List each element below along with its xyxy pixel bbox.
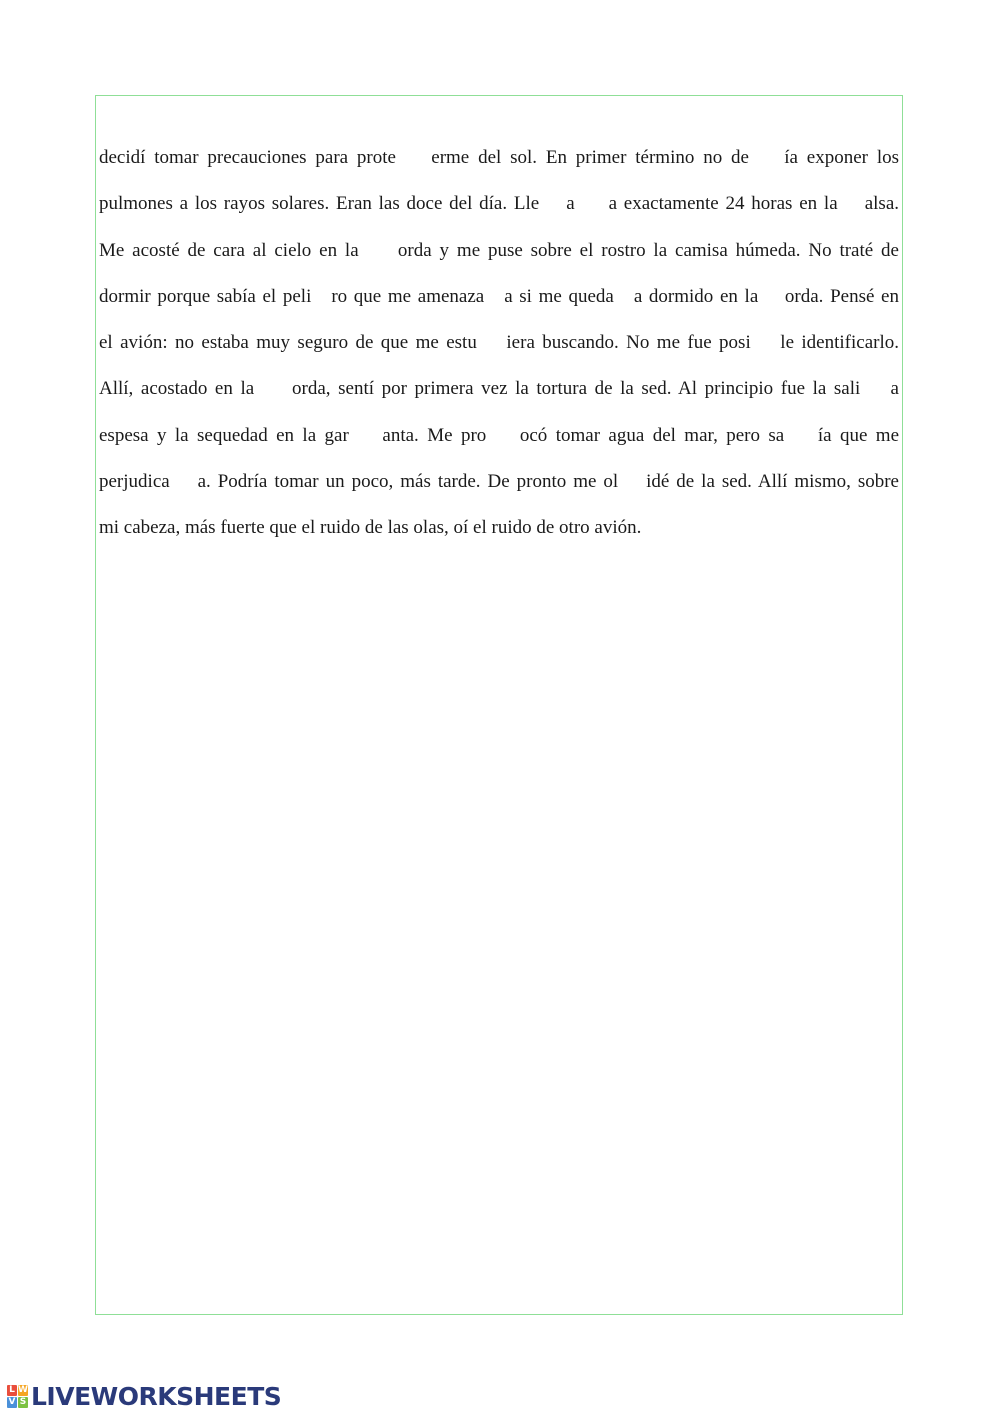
text-line: mi cabeza, más fuerte que el ruido de las olas, oí el ruido de otro avión. [99,517,642,539]
logo-cell: S [19,1396,27,1407]
text-line: decidí tomar precauciones para prote erme del sol. En primer término no de ía exponer los [99,147,899,168]
text-line: perjudica a. Podría tomar un poco, más tarde. De pronto me ol idé de la sed. Allí mismo, sobre [99,471,899,493]
text-line: el avión: no estaba muy seguro de que me estu iera buscando. No me fue posi le identificarlo. [99,332,899,354]
text-line: dormir porque sabía el peli ro que me amenaza a si me queda a dormido en la orda. Pensé en [99,285,899,307]
text-line: Allí, acostado en la orda, sentí por primera vez la tortura de la sed. Al principio fue la sali a [99,378,899,400]
brand-text: LIVEWORKSHEETS [31,1381,282,1411]
logo-cell: W [18,1384,28,1395]
logo-mark-icon [7,1385,28,1408]
logo-cell: V [8,1396,16,1407]
liveworksheets-logo[interactable] [7,1382,281,1410]
text-line: espesa y la sequedad en la gar anta. Me pro ocó tomar agua del mar, pero sa ía que me [99,424,899,446]
text-line: Me acosté de cara al cielo en la orda y me puse sobre el rostro la camisa húmeda. No traté de [99,239,899,261]
text-line: pulmones a los rayos solares. Eran las doce del día. Lle a a exactamente 24 horas en la alsa. [99,193,899,215]
logo-cell: L [7,1385,17,1396]
document-body [99,135,899,552]
